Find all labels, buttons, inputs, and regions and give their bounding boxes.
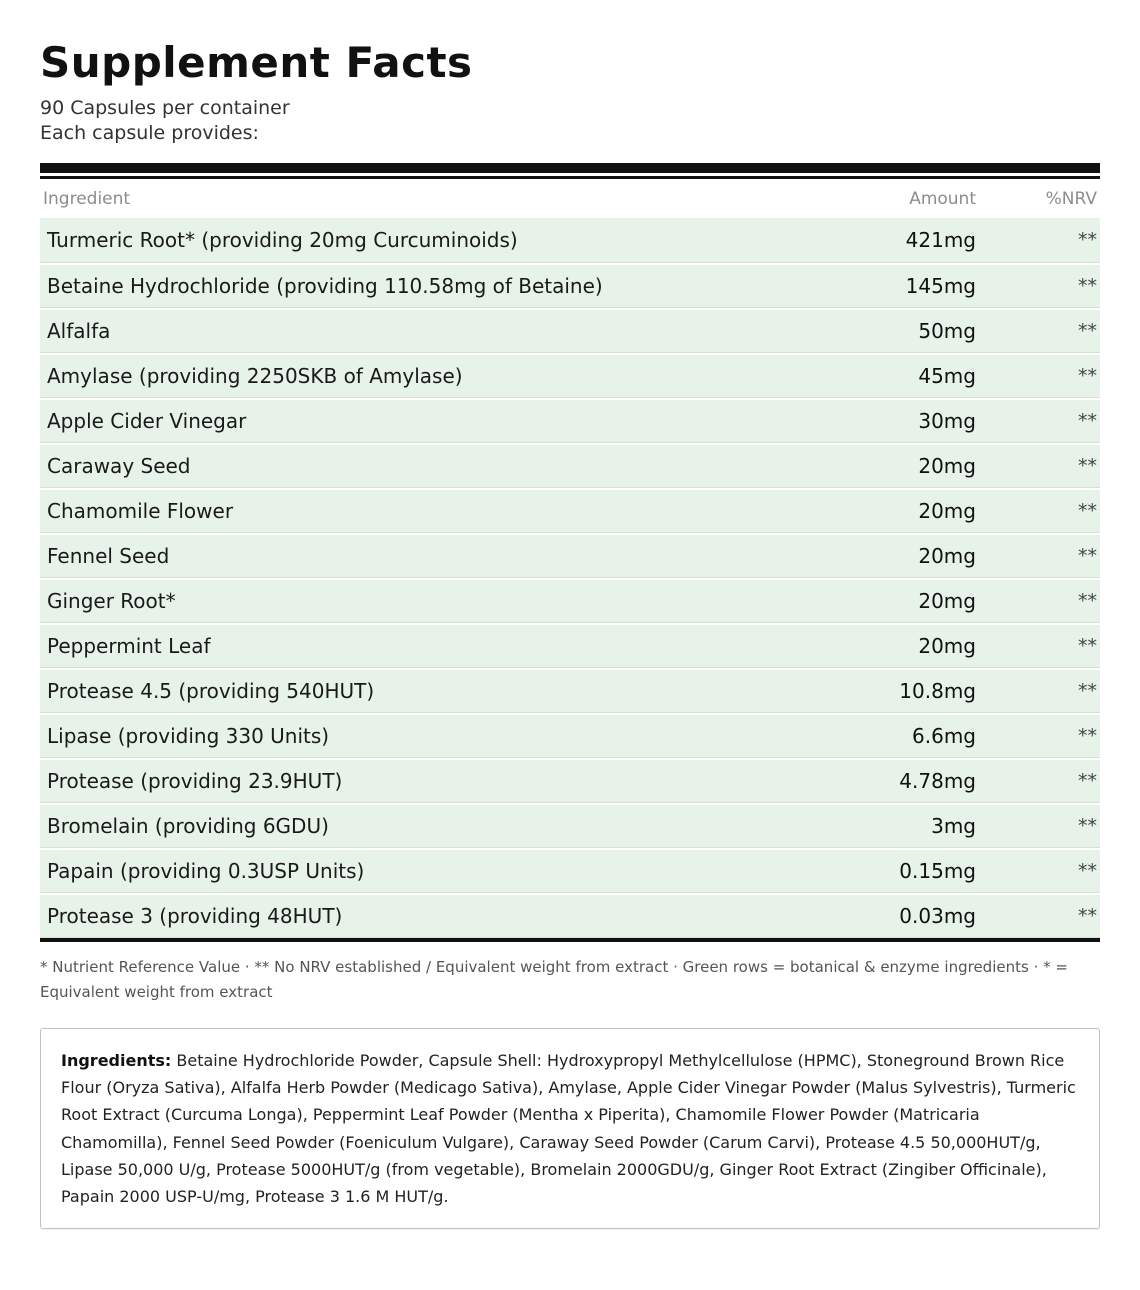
ingredient-nrv: **	[1078, 860, 1097, 883]
ingredient-nrv: **	[1078, 545, 1097, 568]
column-header-nrv: %NRV	[1045, 189, 1097, 210]
ingredient-nrv: **	[1078, 455, 1097, 478]
capsules-per-container: 90 Capsules per container	[40, 97, 290, 120]
ingredient-nrv: **	[1078, 229, 1097, 252]
table-bottom-rule	[40, 938, 1100, 942]
table-row	[40, 848, 1100, 893]
column-header-amount: Amount	[909, 189, 976, 210]
table-row	[40, 533, 1100, 578]
ingredient-nrv: **	[1078, 770, 1097, 793]
ingredient-name: Bromelain (providing 6GDU)	[47, 814, 329, 839]
ingredient-name: Alfalfa	[47, 319, 111, 344]
table-row	[40, 623, 1100, 668]
ingredients-box	[40, 1028, 1100, 1229]
ingredients-list-text: Betaine Hydrochloride Powder, Capsule Shell: Hydroxypropyl Methylcellulose (HPMC), Stoneground Brown Rice Flour (Oryza Sativa), Alfalfa Herb Powder (Medicago Sativa), Amylase, Apple Cider Vinegar Powder (Malus Sylvestris), Turmeric Root Extract (Curcuma Longa), Peppermint Leaf Powder (Mentha x Piperita), Chamomile Flower Powder (Matricaria Chamomilla), Fennel Seed Powder (Foeniculum Vulgare), Caraway Seed Powder (Carum Carvi), Protease 4.5 50,000HUT/g, Lipase 50,000 U/g, Protease 5000HUT/g (from vegetable), Bromelain 2000GDU/g, Ginger Root Extract (Zingiber Officinale), Papain 2000 USP-U/mg, Protease 3 1.6 M HUT/g.	[61, 1050, 1076, 1206]
ingredient-nrv: **	[1078, 725, 1097, 748]
ingredients-paragraph	[61, 1047, 1079, 1210]
table-row	[40, 263, 1100, 308]
ingredients-label: Ingredients:	[61, 1050, 172, 1070]
table-row	[40, 398, 1100, 443]
column-header-ingredient: Ingredient	[43, 189, 131, 210]
table-row	[40, 443, 1100, 488]
table-row	[40, 308, 1100, 353]
ingredient-nrv: **	[1078, 500, 1097, 523]
ingredient-name: Ginger Root*	[47, 589, 176, 614]
table-row	[40, 668, 1100, 713]
ingredient-name: Amylase (providing 2250SKB of Amylase)	[47, 364, 463, 389]
ingredient-name: Apple Cider Vinegar	[47, 409, 247, 434]
ingredient-amount: 421mg	[905, 228, 976, 253]
table-row	[40, 218, 1100, 263]
ingredient-amount: 0.03mg	[899, 904, 976, 929]
ingredient-amount: 20mg	[918, 634, 976, 659]
ingredient-rows	[40, 218, 1100, 938]
ingredient-name: Chamomile Flower	[47, 499, 234, 524]
ingredient-nrv: **	[1078, 275, 1097, 298]
ingredient-nrv: **	[1078, 905, 1097, 928]
ingredient-nrv: **	[1078, 320, 1097, 343]
ingredient-amount: 4.78mg	[899, 769, 976, 794]
table-row	[40, 893, 1100, 938]
divider-thick-rule	[40, 163, 1100, 173]
ingredient-nrv: **	[1078, 635, 1097, 658]
ingredient-amount: 6.6mg	[912, 724, 976, 749]
ingredient-amount: 45mg	[918, 364, 976, 389]
table-row	[40, 578, 1100, 623]
ingredient-nrv: **	[1078, 365, 1097, 388]
ingredient-nrv: **	[1078, 410, 1097, 433]
ingredient-nrv: **	[1078, 590, 1097, 613]
ingredient-name: Lipase (providing 330 Units)	[47, 724, 330, 749]
ingredient-name: Fennel Seed	[47, 544, 170, 569]
ingredient-name: Protease 4.5 (providing 540HUT)	[47, 679, 375, 704]
ingredient-name: Protease (providing 23.9HUT)	[47, 769, 343, 794]
ingredient-name: Papain (providing 0.3USP Units)	[47, 859, 365, 884]
ingredient-amount: 30mg	[918, 409, 976, 434]
ingredient-amount: 3mg	[931, 814, 976, 839]
ingredient-amount: 0.15mg	[899, 859, 976, 884]
ingredient-amount: 20mg	[918, 589, 976, 614]
ingredient-amount: 20mg	[918, 499, 976, 524]
ingredient-amount: 20mg	[918, 544, 976, 569]
table-row	[40, 758, 1100, 803]
table-row	[40, 713, 1100, 758]
ingredient-amount: 20mg	[918, 454, 976, 479]
ingredient-name: Peppermint Leaf	[47, 634, 211, 659]
ingredient-name: Protease 3 (providing 48HUT)	[47, 904, 343, 929]
ingredient-amount: 10.8mg	[899, 679, 976, 704]
each-capsule-provides: Each capsule provides:	[40, 122, 259, 145]
ingredient-amount: 50mg	[918, 319, 976, 344]
ingredient-amount: 145mg	[905, 274, 976, 299]
ingredient-name: Turmeric Root* (providing 20mg Curcuminoids)	[47, 228, 518, 253]
page-title: Supplement Facts	[40, 38, 473, 87]
ingredient-name: Caraway Seed	[47, 454, 191, 479]
ingredient-name: Betaine Hydrochloride (providing 110.58mg of Betaine)	[47, 274, 603, 299]
ingredient-nrv: **	[1078, 815, 1097, 838]
table-row	[40, 353, 1100, 398]
table-header-row	[40, 179, 1100, 218]
table-row	[40, 488, 1100, 533]
ingredient-nrv: **	[1078, 680, 1097, 703]
footnote: * Nutrient Reference Value · ** No NRV established / Equivalent weight from extract · Green rows = botanical & enzyme ingredients · * = Equivalent weight from extract	[40, 958, 1068, 1001]
table-row	[40, 803, 1100, 848]
